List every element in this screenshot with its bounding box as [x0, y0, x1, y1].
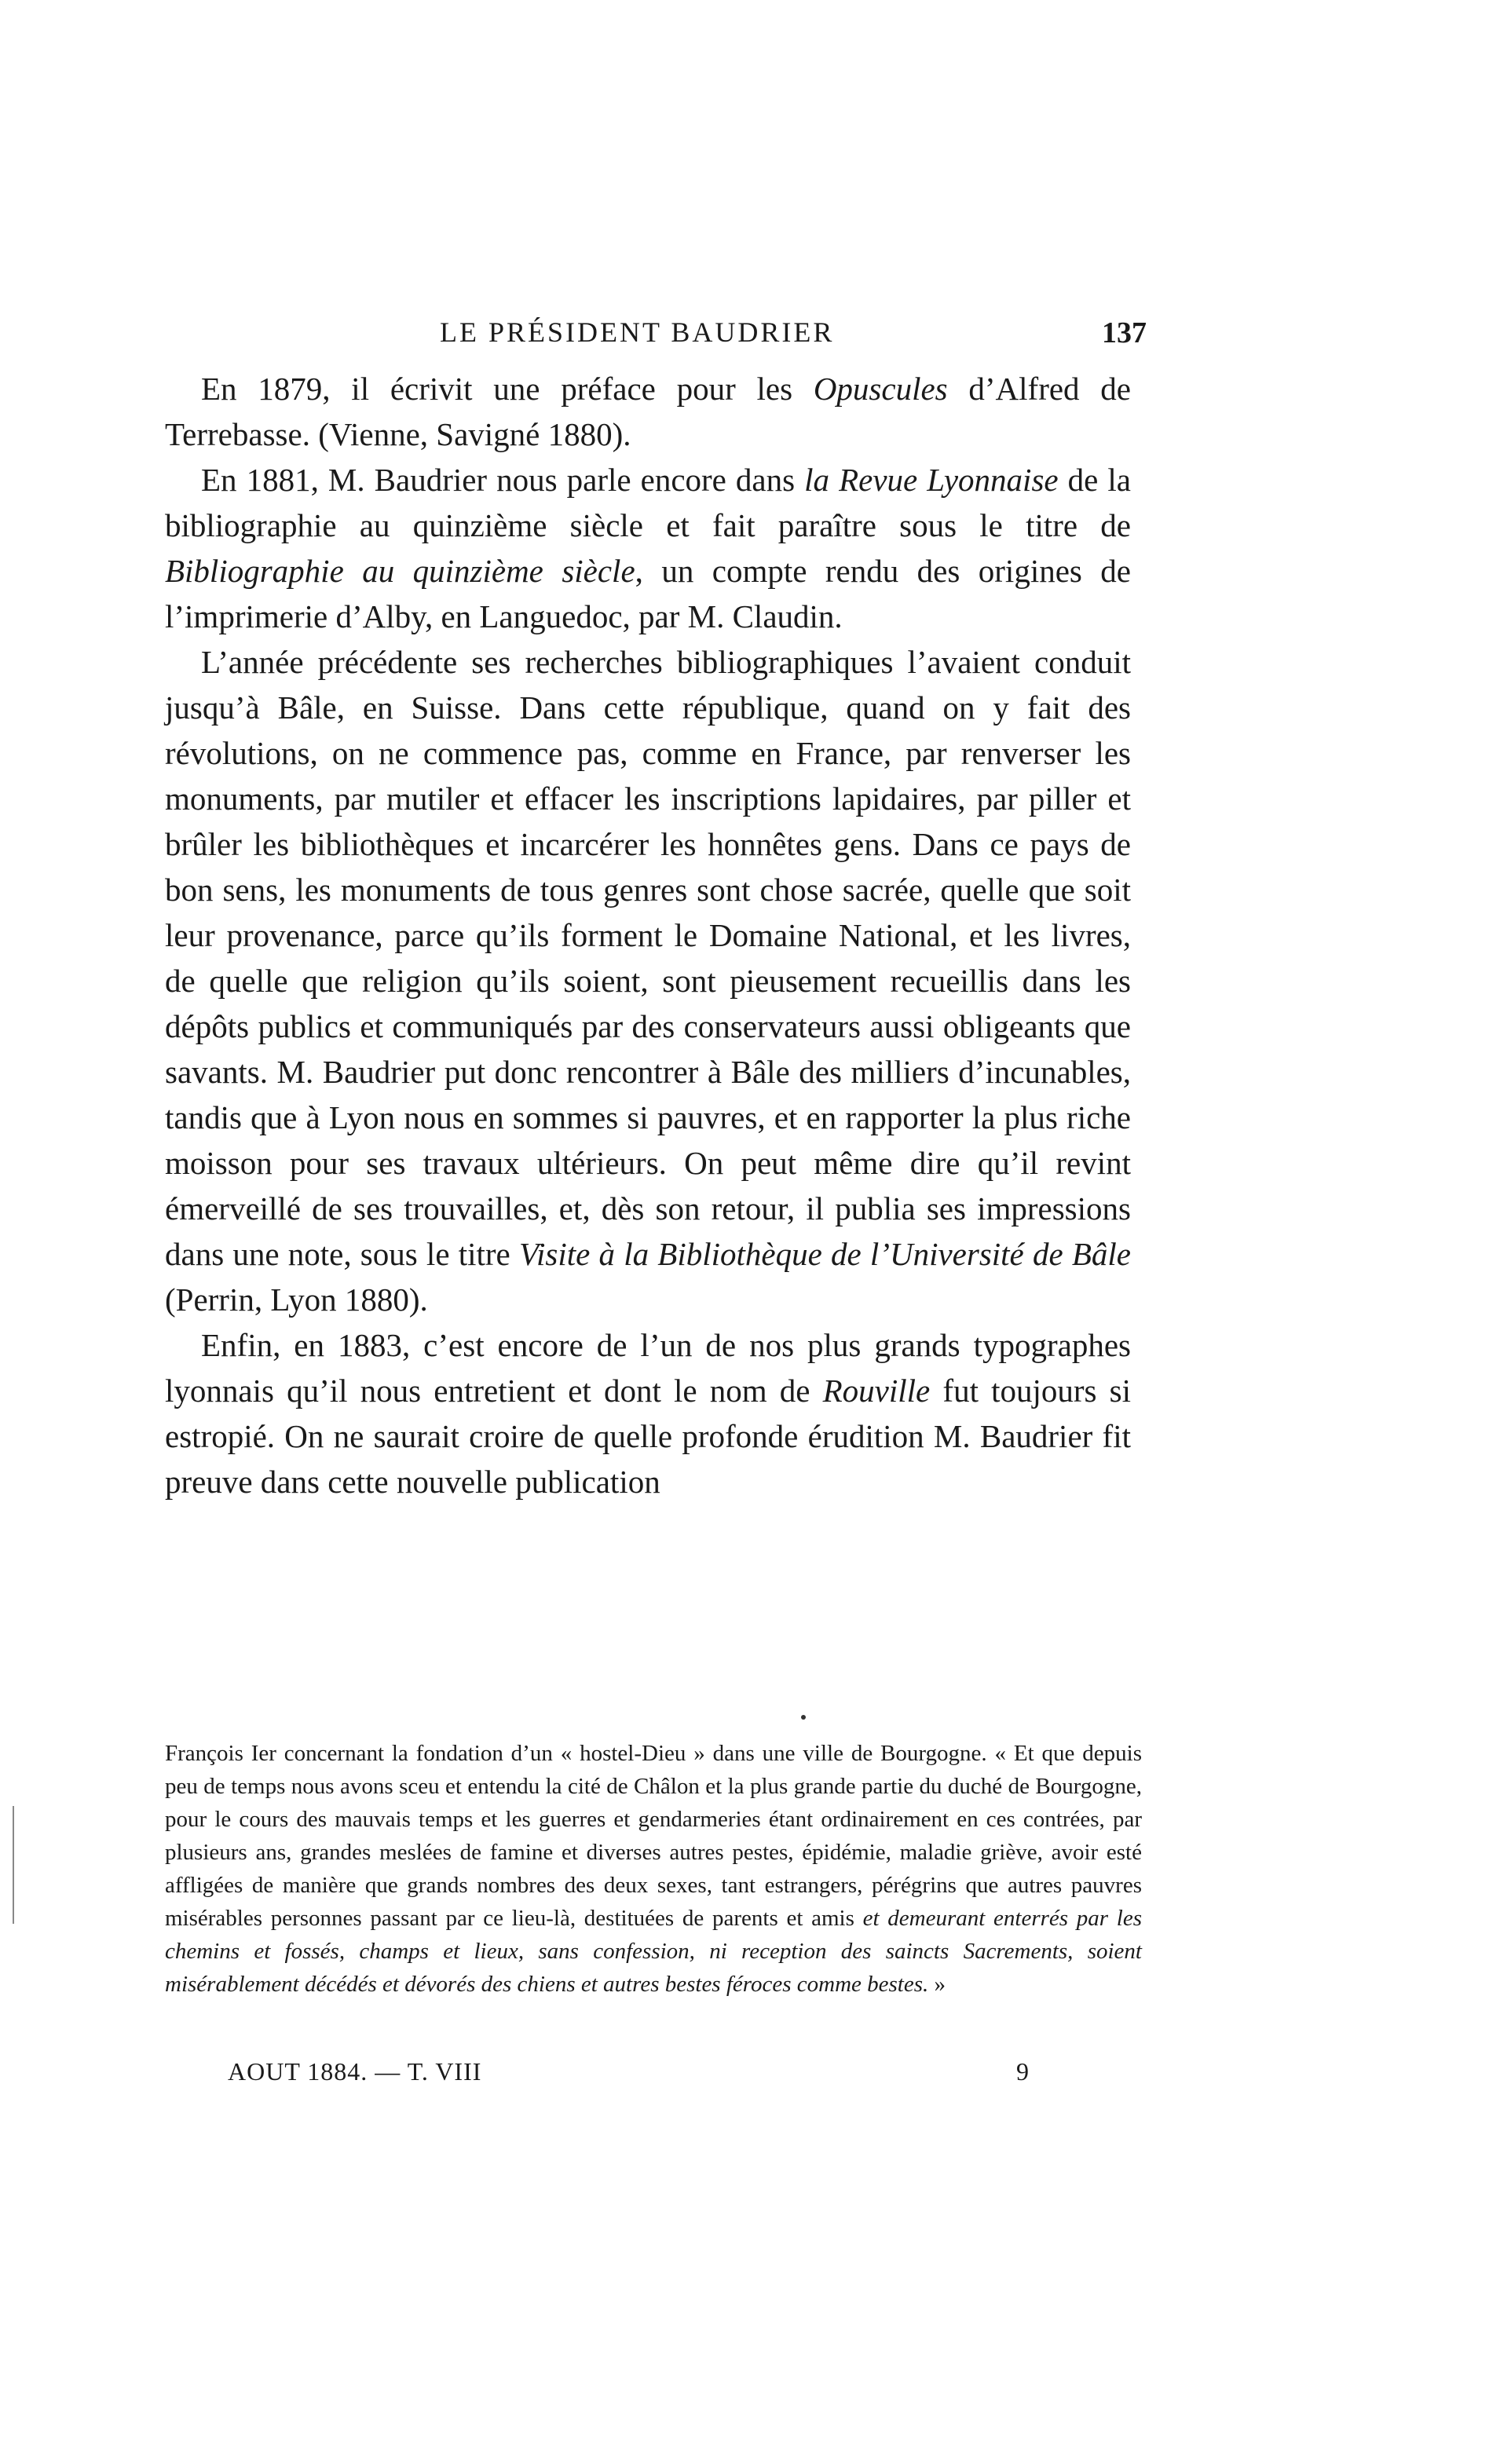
italic-title: Opuscules [813, 371, 948, 407]
signature-mark: 9 [1016, 2057, 1030, 2086]
paragraph-2: En 1881, M. Baudrier nous parle encore dans la Revue Lyonnaise de la bibliographie au quinzième siècle et fait paraître sous le titre de Bibliographie au quinzième siècle, un compte rendu des origines de l’imprimerie d’Alby, en Languedoc, par M. Claudin. [165, 462, 1131, 634]
footnote-separator-dot [801, 1715, 806, 1720]
italic-title: la Revue Lyonnaise [804, 462, 1059, 498]
italic-name: Rouville [822, 1373, 931, 1409]
body-text [165, 366, 1131, 1504]
paragraph-4: Enfin, en 1883, c’est encore de l’un de nos plus grands typographes lyonnais qu’il nous entretient et dont le nom de Rouville fut toujours si estropié. On ne saurait croire de quelle profonde érudition M. Baudrier fit preuve dans cette nouvelle publication [165, 1327, 1131, 1500]
footer-date: AOUT 1884. — T. VIII [228, 2057, 482, 2086]
running-title: LE PRÉSIDENT BAUDRIER [440, 316, 835, 348]
running-header [165, 308, 1147, 355]
margin-line [13, 1806, 14, 1924]
italic-title: Bibliographie au quinzième siècle [165, 553, 635, 589]
page-number: 137 [1102, 316, 1147, 349]
footnote-text: François Ier concernant la fondation d’un « hostel-Dieu » dans une ville de Bourgogne. « Et que depuis peu de temps nous avons sceu et entendu la cité de Châlon et la plus grande partie du duché de Bourgogne, pour le cours des mauvais temps et les guerres et gendarmeries étant ordinairement en ces contrées, par plusieurs ans, grandes meslées de famine et diverses autres pestes, épidémie, maladie griève, avoir esté affligées de manière que grands nombres des deux sexes, tant estrangers, pérégrins que autres pauvres misérables personnes passant par ce lieu-là, destituées de parents et amis et demeurant enterrés par les chemins et fossés, champs et lieux, sans confession, ni reception des saincts Sacrements, soient misérablement décédés et dévorés des chiens et autres bestes féroces comme bestes. » [165, 1741, 1142, 1997]
italic-title: Visite à la Bibliothèque de l’Université de Bâle [518, 1236, 1131, 1272]
paragraph-1: En 1879, il écrivit une préface pour les Opuscules d’Alfred de Terrebasse. (Vienne, Savigné 1880). [165, 371, 1132, 452]
paragraph-3: L’année précédente ses recherches bibliographiques l’avaient conduit jusqu’à Bâle, en Suisse. Dans cette république, quand on y fait des révolutions, on ne commence pas, comme en France, par renverser les monuments, par mutiler et effacer les inscriptions lapidaires, par piller et brûler les bibliothèques et incarcérer les honnêtes gens. Dans ce pays de bon sens, les monuments de tous genres sont chose sacrée, quelle que soit leur provenance, parce qu’ils forment le Domaine National, et les livres, de quelle que religion qu’ils soient, sont pieusement recueillis dans les dépôts publics et communiqués par des conservateurs aussi obligeants que savants. M. Baudrier put donc rencontrer à Bâle des milliers d’incunables, tandis que à Lyon nous en sommes si pauvres, et en rapporter la plus riche moisson pour ses travaux ultérieurs. On peut même dire qu’il revint émerveillé de ses trouvailles, et, dès son retour, il publia ses impressions dans une note, sous le titre Visite à la Bibliothèque de l’Université de Bâle (Perrin, Lyon 1880). [165, 644, 1131, 1318]
footnote [165, 1737, 1142, 2001]
footnote-italic: et demeurant enterrés par les chemins et fossés, champs et lieux, sans confession, ni reception des saincts Sacrements, soient misérablement décédés et dévorés des chiens et autres bestes féroces comme bestes. [165, 1906, 1142, 1997]
